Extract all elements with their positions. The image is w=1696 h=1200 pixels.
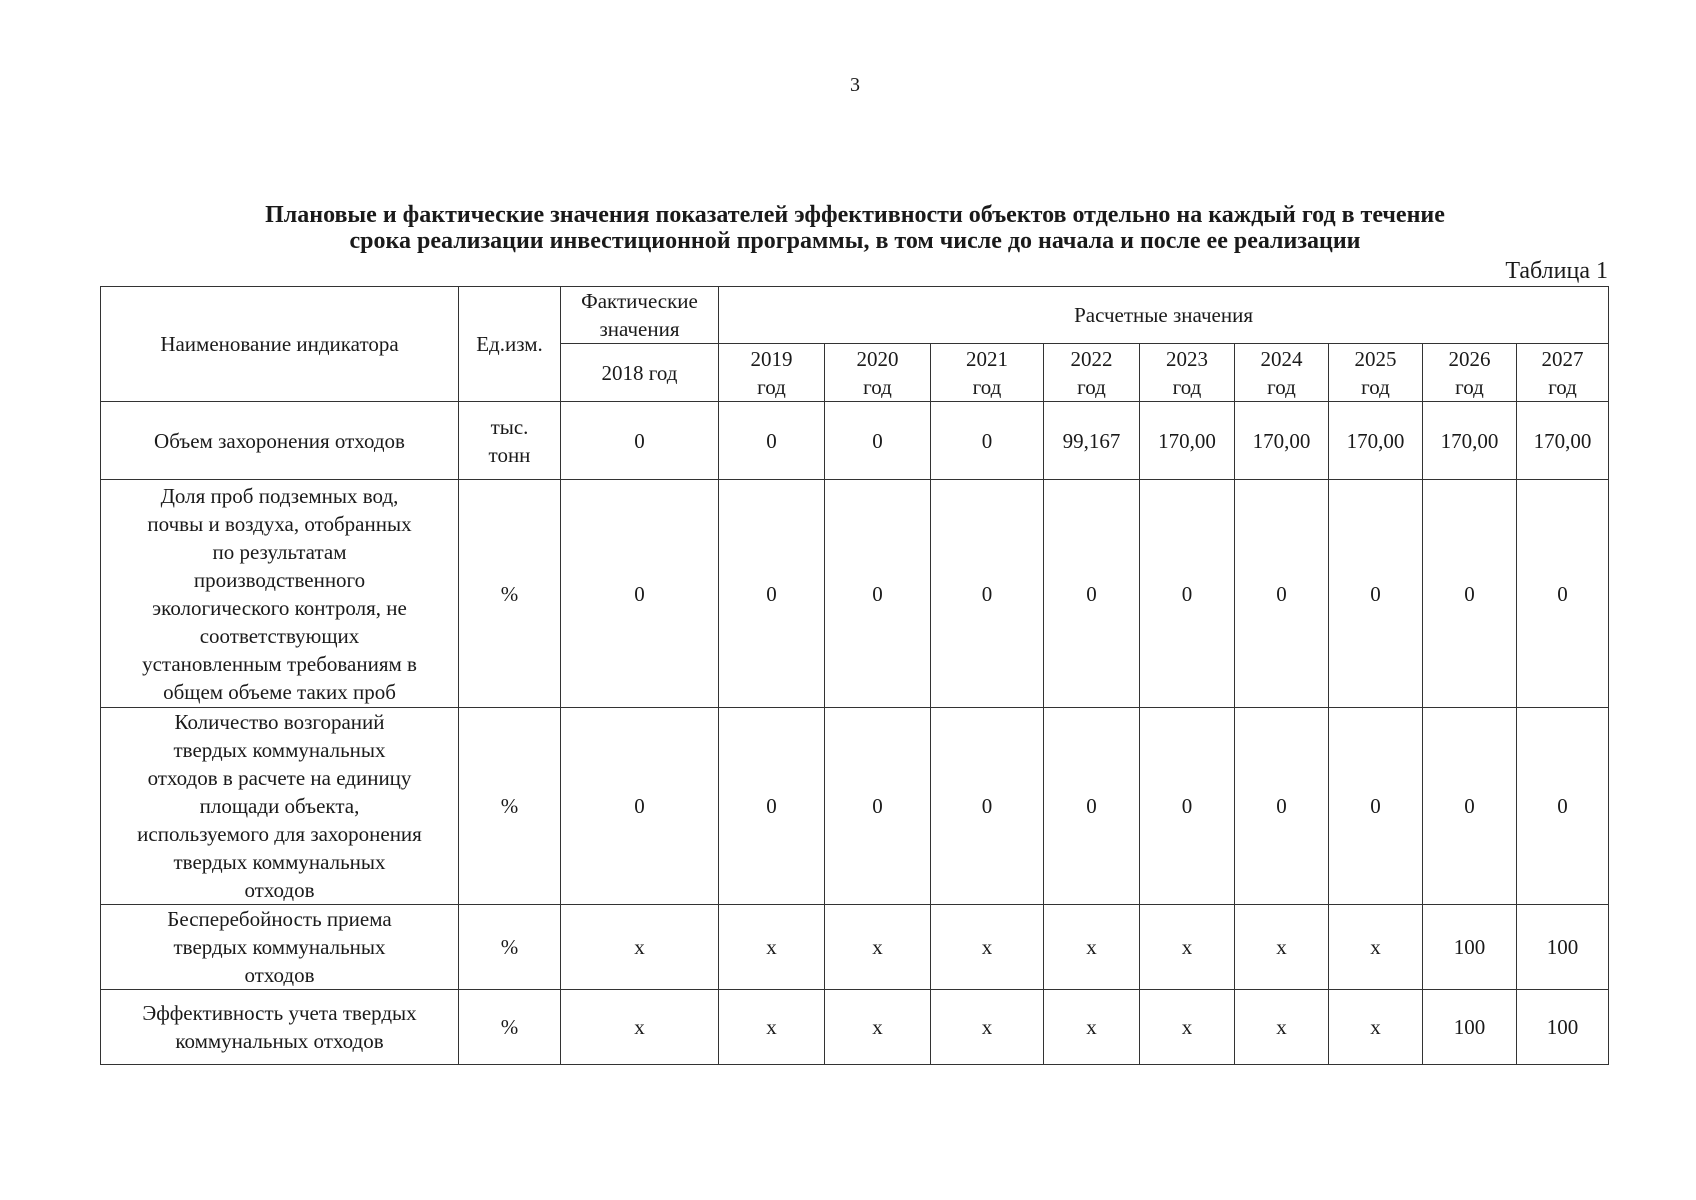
indicator-name-line: установленным требованиям в xyxy=(142,651,417,676)
value-cell: 0 xyxy=(1517,708,1609,905)
value-cell: x xyxy=(561,990,719,1065)
value-cell: 0 xyxy=(1044,708,1140,905)
value-cell: 0 xyxy=(1423,480,1517,708)
value-cell: 100 xyxy=(1517,990,1609,1065)
unit-cell xyxy=(459,905,561,990)
indicator-name-line: Объем захоронения отходов xyxy=(154,428,405,453)
indicator-name-line: Бесперебойность приема xyxy=(167,907,392,931)
value-cell: 0 xyxy=(1517,480,1609,708)
value-cell: x xyxy=(1329,905,1423,990)
unit-line: % xyxy=(500,1015,519,1039)
indicator-name-line: почвы и воздуха, отобранных xyxy=(147,511,412,536)
value-cell: 0 xyxy=(931,402,1044,480)
value-cell: 0 xyxy=(561,480,719,708)
value-cell: 0 xyxy=(1140,480,1235,708)
value-cell: 0 xyxy=(1329,480,1423,708)
value-cell: 0 xyxy=(825,402,931,480)
header-row-1 xyxy=(101,287,1609,344)
header-year-2024 xyxy=(1235,344,1329,402)
year-number: 2023 xyxy=(1166,346,1208,371)
indicator-name-line: Эффективность учета твердых xyxy=(142,1001,417,1025)
value-cell: x xyxy=(1140,990,1235,1065)
header-year-2026 xyxy=(1423,344,1517,402)
indicator-name xyxy=(101,708,459,905)
header-year-2021 xyxy=(931,344,1044,402)
value-cell: 0 xyxy=(719,708,825,905)
unit-cell xyxy=(459,708,561,905)
header-actual-line-1: Фактические xyxy=(581,289,698,313)
year-number: 2021 xyxy=(966,346,1008,371)
indicator-name-line: площади объекта, xyxy=(199,794,360,818)
title-line-1: Плановые и фактические значения показателей эффективности объектов отдельно на каждый год в течение xyxy=(265,202,1445,228)
indicator-name-line: Доля проб подземных вод, xyxy=(160,483,399,508)
header-year-2019 xyxy=(719,344,825,402)
indicator-name-line: твердых коммунальных xyxy=(173,850,386,874)
indicator-name xyxy=(101,905,459,990)
value-cell: 0 xyxy=(1044,480,1140,708)
header-indicator: Наименование индикатора xyxy=(101,287,459,402)
table-row xyxy=(101,402,1609,480)
value-cell: x xyxy=(1044,905,1140,990)
year-number: 2025 xyxy=(1354,346,1397,371)
unit-cell xyxy=(459,990,561,1065)
table-row xyxy=(101,990,1609,1065)
value-cell: x xyxy=(1329,990,1423,1065)
year-suffix: год xyxy=(757,374,786,399)
value-cell: 0 xyxy=(1235,480,1329,708)
value-cell: 170,00 xyxy=(1423,402,1517,480)
indicator-name-line: экологического контроля, не xyxy=(152,595,407,620)
year-number: 2022 xyxy=(1070,346,1113,371)
indicator-name-line: используемого для захоронения xyxy=(137,822,422,846)
year-number: 2019 xyxy=(750,346,793,371)
year-suffix: год xyxy=(1267,374,1296,399)
indicator-name xyxy=(101,402,459,480)
header-actual-values xyxy=(561,287,719,344)
header-estimated-values: Расчетные значения xyxy=(719,287,1609,344)
value-cell: 170,00 xyxy=(1140,402,1235,480)
unit-line: % xyxy=(500,935,519,959)
indicator-name-line: соответствующих xyxy=(199,623,360,648)
header-year-2027 xyxy=(1517,344,1609,402)
year-suffix: год xyxy=(972,374,1002,399)
value-cell: 0 xyxy=(719,402,825,480)
value-cell: 0 xyxy=(561,402,719,480)
indicator-name xyxy=(101,990,459,1065)
indicators-table xyxy=(100,286,1609,1065)
value-cell: x xyxy=(561,905,719,990)
header-year-2022 xyxy=(1044,344,1140,402)
year-number: 2027 xyxy=(1541,346,1584,371)
table-row xyxy=(101,708,1609,905)
value-cell: 170,00 xyxy=(1235,402,1329,480)
page-number: 3 xyxy=(850,74,860,96)
title-line-2: срока реализации инвестиционной программы, в том числе до начала и после ее реализации xyxy=(349,228,1361,254)
indicator-name-line: общем объеме таких проб xyxy=(163,679,396,704)
year-number: 2020 xyxy=(856,346,899,371)
value-cell: 0 xyxy=(1235,708,1329,905)
value-cell: 0 xyxy=(719,480,825,708)
value-cell: x xyxy=(1235,990,1329,1065)
unit-cell xyxy=(459,402,561,480)
value-cell: 0 xyxy=(1140,708,1235,905)
value-cell: 0 xyxy=(1329,708,1423,905)
header-year-2023 xyxy=(1140,344,1235,402)
value-cell: x xyxy=(1044,990,1140,1065)
indicator-name-line: Количество возгораний xyxy=(174,710,385,734)
value-cell: 100 xyxy=(1517,905,1609,990)
value-cell: x xyxy=(1235,905,1329,990)
value-cell: x xyxy=(825,990,931,1065)
value-cell: 0 xyxy=(931,708,1044,905)
year-suffix: год xyxy=(1077,374,1106,399)
value-cell: 0 xyxy=(931,480,1044,708)
header-unit: Ед.изм. xyxy=(459,287,561,402)
header-year-2018: 2018 год xyxy=(561,344,719,402)
value-cell: 170,00 xyxy=(1517,402,1609,480)
year-suffix: год xyxy=(1361,374,1390,399)
value-cell: 0 xyxy=(825,480,931,708)
unit-line: % xyxy=(500,581,519,606)
value-cell: 100 xyxy=(1423,990,1517,1065)
indicator-name-line: производственного xyxy=(193,567,366,592)
header-year-2020 xyxy=(825,344,931,402)
unit-line: % xyxy=(500,794,519,818)
value-cell: 0 xyxy=(1423,708,1517,905)
header-actual-line-2: значения xyxy=(599,317,680,341)
indicator-name-line: отходов xyxy=(244,963,315,987)
unit-cell xyxy=(459,480,561,708)
value-cell: 99,167 xyxy=(1044,402,1140,480)
year-suffix: год xyxy=(1455,374,1484,399)
value-cell: x xyxy=(1140,905,1235,990)
indicator-name-line: отходов в расчете на единицу xyxy=(147,766,412,790)
year-number: 2026 xyxy=(1448,346,1491,371)
value-cell: x xyxy=(719,905,825,990)
year-number: 2024 xyxy=(1260,346,1303,371)
value-cell: x xyxy=(825,905,931,990)
indicator-name-line: твердых коммунальных xyxy=(173,935,386,959)
value-cell: 100 xyxy=(1423,905,1517,990)
table-row xyxy=(101,480,1609,708)
value-cell: x xyxy=(719,990,825,1065)
value-cell: x xyxy=(931,990,1044,1065)
year-suffix: год xyxy=(863,374,892,399)
indicator-name-line: по результатам xyxy=(212,539,347,564)
table-caption: Таблица 1 xyxy=(1505,258,1608,284)
year-suffix: год xyxy=(1172,374,1202,399)
table-title xyxy=(100,202,1610,254)
table-row xyxy=(101,905,1609,990)
indicator-name-line: твердых коммунальных xyxy=(173,738,386,762)
value-cell: 0 xyxy=(825,708,931,905)
value-cell: 0 xyxy=(561,708,719,905)
year-suffix: год xyxy=(1548,374,1577,399)
unit-line: тыс. xyxy=(490,414,529,439)
indicator-name-line: отходов xyxy=(244,878,315,902)
value-cell: x xyxy=(931,905,1044,990)
indicator-name xyxy=(101,480,459,708)
unit-line: тонн xyxy=(488,442,531,467)
value-cell: 170,00 xyxy=(1329,402,1423,480)
indicator-name-line: коммунальных отходов xyxy=(175,1029,384,1053)
header-year-2025 xyxy=(1329,344,1423,402)
